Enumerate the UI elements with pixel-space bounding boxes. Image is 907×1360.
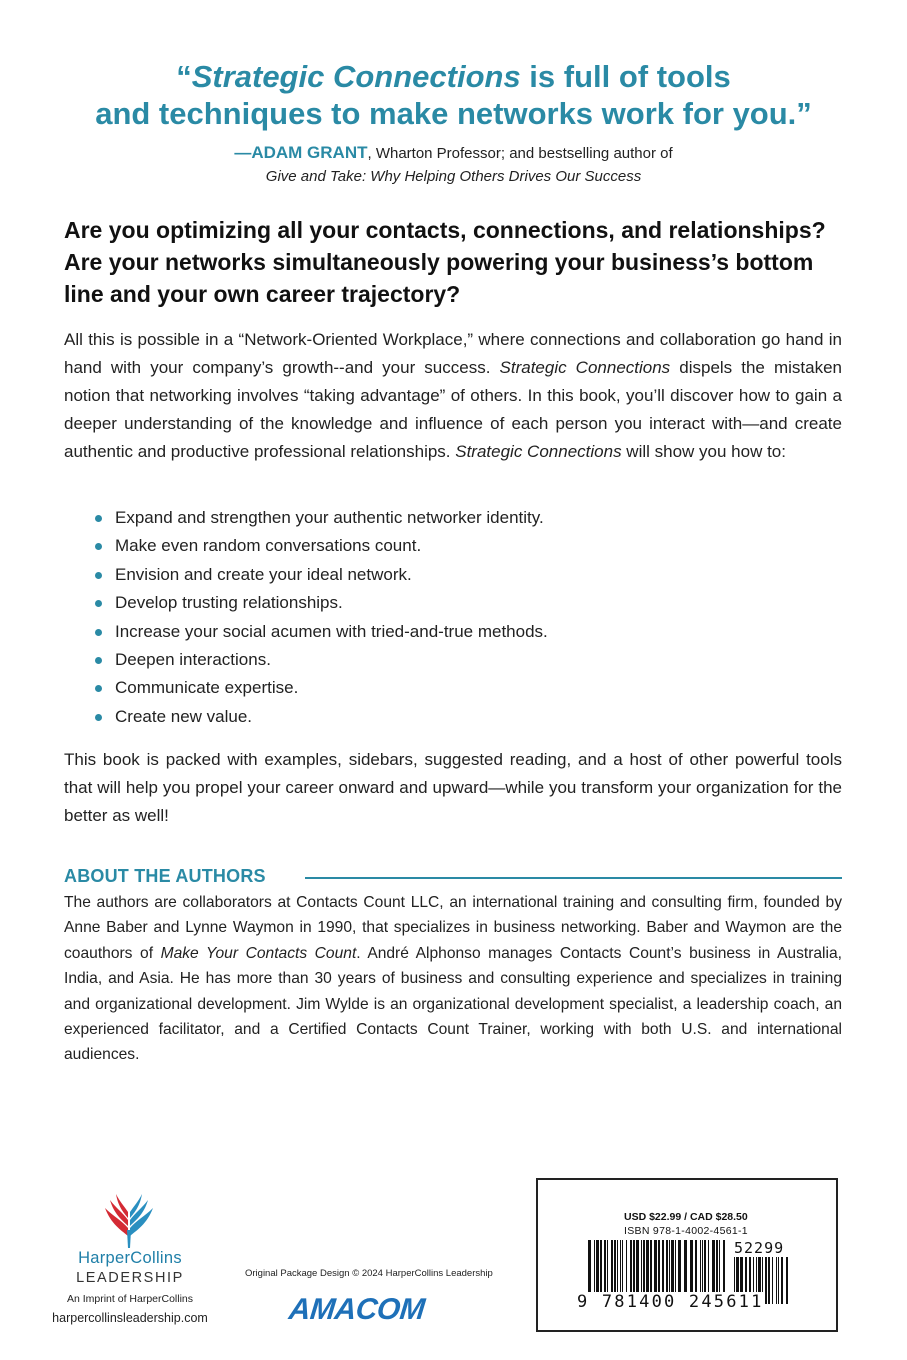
list-item-text: Expand and strengthen your authentic networker identity.: [115, 508, 544, 527]
quote-book-title: Strategic Connections: [191, 59, 521, 94]
bullet-dot-icon: [95, 714, 102, 721]
publisher-division: LEADERSHIP: [76, 1270, 184, 1286]
about-authors-text: [64, 890, 842, 1068]
quote-line1: is full of tools: [520, 59, 731, 94]
barcode-bar: [781, 1257, 783, 1304]
section-divider: [305, 877, 842, 879]
bullet-dot-icon: [95, 657, 102, 664]
about-text-1: The authors are collaborators at Contacts Count LLC, an international training and consulting firm, founded by Anne Baber and Lynne Waymon in 1990, that specializes in business networking. Baber and Waymon are the coauthors of: [64, 894, 842, 962]
barcode-bar: [765, 1257, 767, 1304]
harpercollins-fire-water-icon: [103, 1190, 155, 1250]
list-item: [92, 532, 548, 560]
list-item: [92, 646, 548, 674]
intro-text-2: dispels the mistaken notion that networking involves “taking advantage” of others. In this book, you’ll discover how to gain a deeper understanding of the knowledge and influence of each person you interact with—and create authentic and productive professional relationships.: [64, 358, 842, 461]
intro-text-1: All this is possible in a “Network-Oriented Workplace,” where connections and collaboration go hand in hand with your company’s growth--and your success.: [64, 330, 842, 377]
ean-number: 9 781400 245611: [577, 1292, 764, 1312]
about-text-2: . André Alphonso manages Contacts Count’s business in Australia, India, and Asia. He has more than 30 years of business and consulting experience and specializes in training and organizational development. Jim Wylde is an organizational development specialist, a leadership coach, an experienced facilitator, and a Certified Contacts Count Trainer, working with both U.S. and international audiences.: [64, 944, 842, 1064]
list-item-text: Create new value.: [115, 706, 253, 726]
list-item: [92, 589, 548, 617]
about-book-title: Make Your Contacts Count: [160, 944, 357, 962]
list-item: [92, 504, 548, 532]
bullet-dot-icon: [95, 600, 102, 607]
barcode-bar: [768, 1257, 770, 1304]
bullet-dot-icon: [95, 515, 102, 522]
intro-paragraph: [64, 326, 842, 466]
amacom-logo: AMACOM: [287, 1293, 427, 1326]
list-item: [92, 618, 548, 646]
publisher-imprint: An Imprint of HarperCollins: [66, 1293, 194, 1305]
intro-text-3: will show you how to:: [621, 442, 786, 461]
list-item-text: Communicate expertise.: [115, 678, 299, 698]
list-item: [92, 561, 548, 589]
intro-book-title-2: Strategic Connections: [455, 442, 622, 461]
quote-open-mark: “: [176, 59, 192, 94]
isbn-label: ISBN 978-1-4002-4561-1: [624, 1225, 748, 1237]
attribution-book: Give and Take: Why Helping Others Drives Our Success: [265, 168, 642, 185]
quote-line2: and techniques to make networks work for you.”: [95, 96, 812, 131]
bullet-dot-icon: [95, 543, 102, 550]
attribution-role: , Wharton Professor; and bestselling author of: [367, 145, 673, 162]
list-item-text: Deepen interactions.: [115, 650, 271, 670]
headline: Are you optimizing all your contacts, connections, and relationships? Are your networks simultaneously powering your business’s bottom line and your own career trajectory?: [64, 217, 826, 307]
price-label: USD $22.99 / CAD $28.50: [624, 1211, 748, 1223]
list-item-text: Increase your social acumen with tried-and-true methods.: [115, 621, 548, 641]
bullet-dot-icon: [95, 572, 102, 579]
about-authors-heading: ABOUT THE AUTHORS: [64, 866, 266, 886]
endorsement-quote: [40, 58, 867, 132]
list-item: [92, 674, 548, 702]
intro-book-title-1: Strategic Connections: [499, 358, 671, 377]
barcode-bar: [786, 1257, 788, 1304]
attribution-name: —ADAM GRANT: [234, 143, 368, 162]
benefits-list: [92, 504, 548, 731]
barcode-bar: [776, 1257, 777, 1304]
quote-attribution: [40, 141, 867, 188]
list-item-text: Envision and create your ideal network.: [115, 564, 412, 584]
addon-code: 52299: [734, 1239, 785, 1257]
publisher-name: HarperCollins: [78, 1249, 182, 1267]
publisher-website: harpercollinsleadership.com: [52, 1311, 208, 1325]
bullet-dot-icon: [95, 685, 102, 692]
barcode-bar: [772, 1257, 773, 1304]
list-item: [92, 703, 548, 731]
list-item-text: Make even random conversations count.: [115, 536, 422, 556]
package-credit: Original Package Design © 2024 HarperCollins Leadership: [245, 1268, 493, 1279]
bullet-dot-icon: [95, 629, 102, 636]
closing-paragraph: This book is packed with examples, sidebars, suggested reading, and a host of other powerful tools that will help you propel your career onward and upward—while you transform your organization for the better as well!: [64, 750, 842, 825]
list-item-text: Develop trusting relationships.: [115, 593, 343, 613]
barcode-bar: [778, 1257, 779, 1304]
